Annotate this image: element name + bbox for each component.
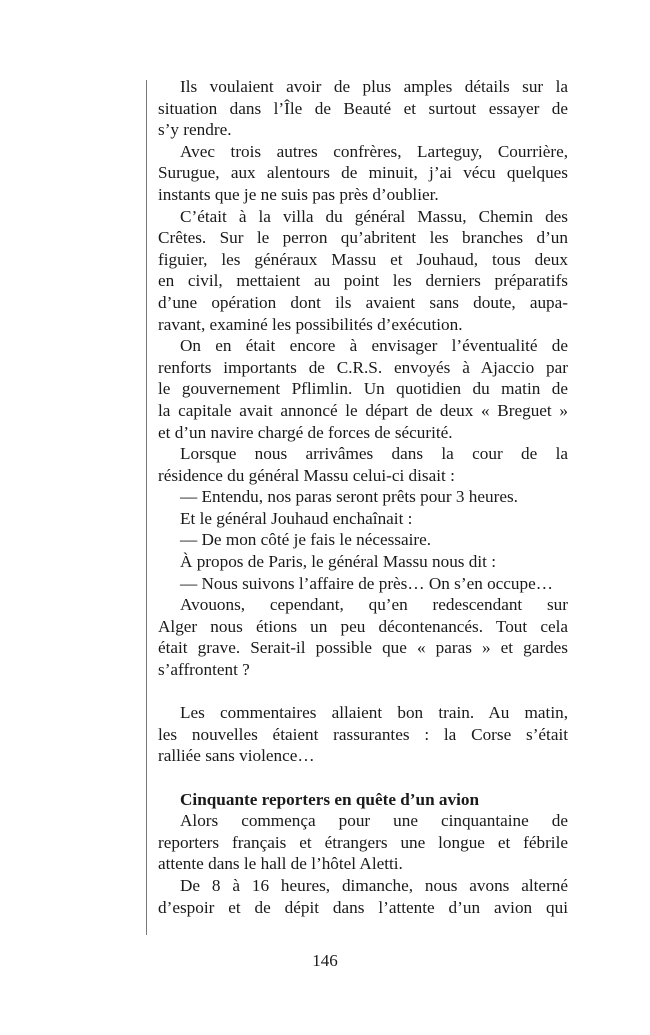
text-line: attente dans le hall de l’hôtel Aletti.: [158, 854, 403, 874]
paragraph: [158, 573, 568, 595]
paragraph: [158, 141, 568, 206]
paragraph: [158, 206, 568, 336]
text-line: C’était à la villa du général Massu, Chemin des: [180, 206, 568, 226]
text-line: reporters français et étrangers une longue et fébrile: [158, 832, 568, 852]
text-line: Les commentaires allaient bon train. Au matin,: [180, 703, 568, 723]
text-line: — Entendu, nos paras seront prêts pour 3 heures.: [180, 487, 518, 507]
text-line: De 8 à 16 heures, dimanche, nous avons alterné: [180, 875, 568, 895]
text-line: s’y rendre.: [158, 120, 232, 140]
paragraph: [158, 529, 568, 551]
text-line: Ils voulaient avoir de plus amples détails sur la: [180, 77, 568, 96]
text-line: résidence du général Massu celui-ci disait :: [158, 465, 455, 485]
text-line: renforts importants de C.R.S. envoyés à Ajaccio par: [158, 357, 568, 377]
text-line: Cinquante reporters en quête d’un avion: [180, 789, 480, 809]
text-line: était grave. Serait-il possible que « paras » et gardes: [158, 638, 568, 658]
paragraph: [158, 443, 568, 486]
text-line: instants que je ne suis pas près d’oublier.: [158, 184, 439, 204]
text-line: les nouvelles étaient rassurantes : la Corse s’était: [158, 724, 568, 744]
text-line: en civil, mettaient au point les derniers préparatifs: [158, 271, 568, 291]
text-line: Avec trois autres confrères, Larteguy, Courrière,: [180, 141, 568, 161]
paragraph: [158, 508, 568, 530]
text-line: Crêtes. Sur le perron qu’abritent les branches d’un: [158, 228, 568, 248]
text-line: — Nous suivons l’affaire de près… On s’en occupe…: [180, 573, 553, 593]
text-line: Alger nous étions un peu décontenancés. Tout cela: [158, 616, 568, 636]
paragraph: [158, 810, 568, 875]
section-heading: [158, 789, 568, 811]
paragraph-gap: [158, 767, 568, 789]
paragraph: [158, 702, 568, 767]
text-line: figuier, les généraux Massu et Jouhaud, tous deux: [158, 249, 568, 269]
text-line: Et le général Jouhaud enchaînait :: [180, 508, 413, 528]
text-line: À propos de Paris, le général Massu nous dit :: [180, 552, 497, 572]
text-line: Lorsque nous arrivâmes dans la cour de la: [180, 444, 568, 464]
text-line: la capitale avait annoncé le départ de deux « Breguet »: [158, 400, 568, 420]
text-line: ravant, examiné les possibilités d’exécution.: [158, 314, 463, 334]
text-line: Alors commença pour une cinquantaine de: [180, 811, 568, 831]
text-line: ralliée sans violence…: [158, 746, 315, 766]
page-body: [158, 76, 568, 918]
text-line: Surugue, aux alentours de minuit, j’ai vécu quelques: [158, 163, 568, 183]
text-line: — De mon côté je fais le nécessaire.: [180, 530, 432, 550]
paragraph: [158, 335, 568, 443]
paragraph: [158, 76, 568, 141]
margin-rule: [146, 80, 147, 935]
paragraph: [158, 551, 568, 573]
text-line: situation dans l’Île de Beauté et surtout essayer de: [158, 98, 568, 118]
text-line: On en était encore à envisager l’éventualité de: [180, 336, 568, 356]
paragraph-gap: [158, 681, 568, 703]
text-line: Avouons, cependant, qu’en redescendant sur: [180, 595, 568, 615]
text-line: d’espoir et de dépit dans l’attente d’un avion qui: [158, 897, 568, 917]
page-number: 146: [312, 951, 338, 970]
text-line: et d’un navire chargé de forces de sécurité.: [158, 422, 453, 442]
text-line: le gouvernement Pflimlin. Un quotidien du matin de: [158, 379, 568, 399]
paragraph: [158, 594, 568, 680]
text-line: s’affrontent ?: [158, 660, 250, 680]
paragraph: [158, 486, 568, 508]
text-line: d’une opération dont ils avaient sans doute, aupa-: [158, 292, 568, 312]
paragraph: [158, 875, 568, 918]
